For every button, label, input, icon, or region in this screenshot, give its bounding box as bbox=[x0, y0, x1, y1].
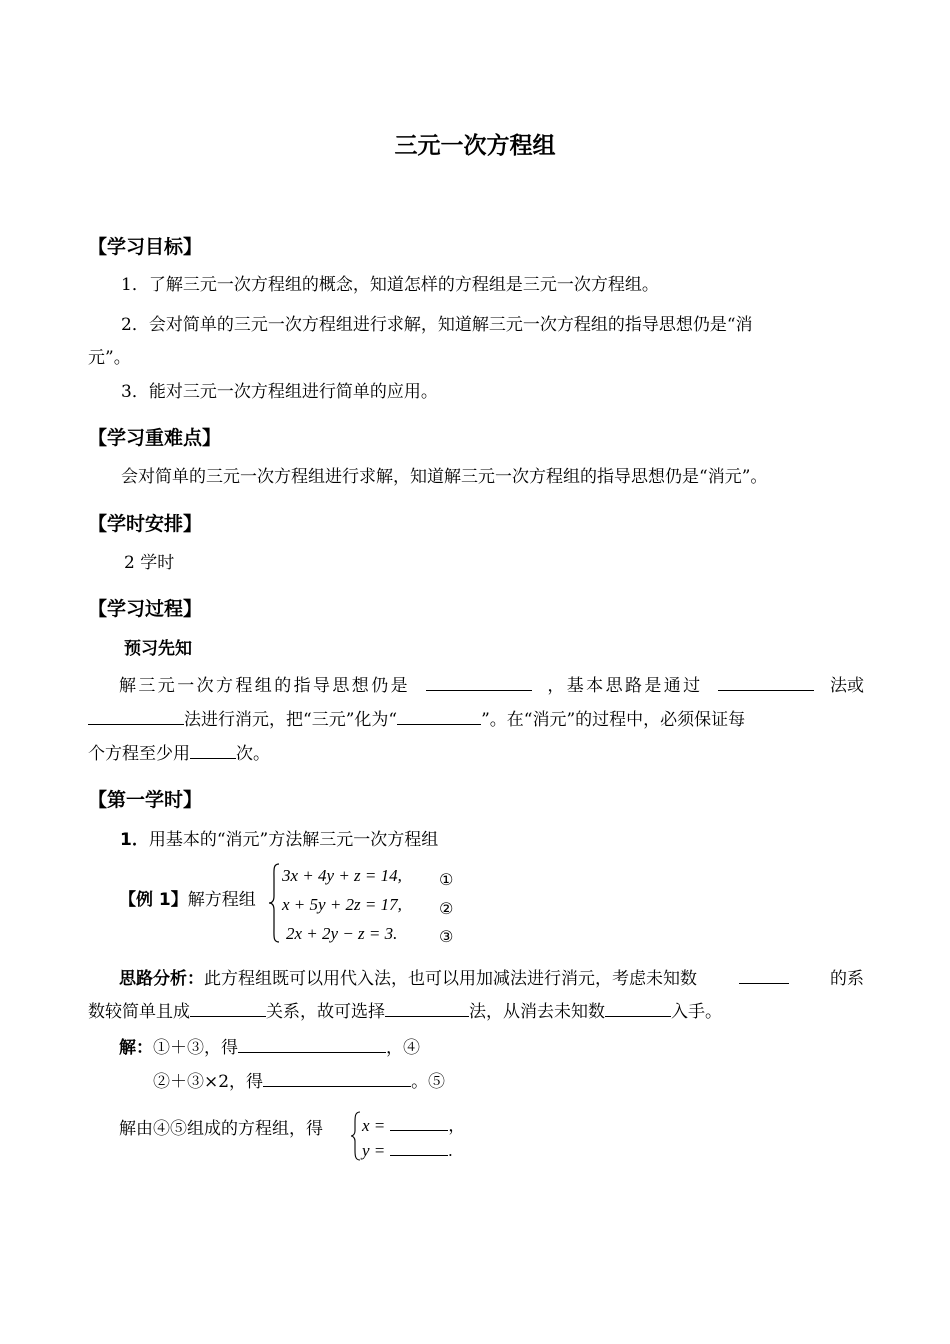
blank-equation-4[interactable] bbox=[238, 1035, 386, 1053]
equation-marker-1: ① bbox=[439, 870, 454, 889]
solution-text: 。⑤ bbox=[411, 1072, 446, 1092]
goal-item-2-cont: 元”。 bbox=[88, 348, 131, 368]
example-label: 【例 1】 bbox=[119, 890, 188, 910]
result-x-label: x = bbox=[362, 1116, 386, 1135]
blank-relation[interactable] bbox=[190, 999, 266, 1017]
process-heading: 【学习过程】 bbox=[88, 598, 203, 620]
analysis-text: 的系 bbox=[830, 969, 864, 989]
goal-item-2: 2．会对简单的三元一次方程组进行求解，知道解三元一次方程组的指导思想仍是“消 bbox=[121, 315, 753, 335]
lesson1-heading: 【第一学时】 bbox=[88, 789, 203, 811]
solution-text: ，④ bbox=[386, 1038, 420, 1058]
result-y bbox=[362, 1138, 453, 1161]
equation-marker-3: ③ bbox=[439, 927, 454, 946]
solution-line-2 bbox=[153, 1069, 445, 1094]
solution-text: ②＋③×2，得 bbox=[153, 1072, 264, 1092]
schedule-text: 2 学时 bbox=[124, 553, 175, 573]
preview-text: ，基本思路是通过 bbox=[547, 676, 703, 696]
blank-unknown[interactable] bbox=[739, 966, 789, 984]
blank-guiding-idea[interactable] bbox=[426, 673, 532, 691]
equation-3: 2x + 2y − z = 3. bbox=[286, 924, 398, 943]
blank-method[interactable] bbox=[385, 999, 469, 1017]
analysis-text: 此方程组既可以用代入法，也可以用加减法进行消元，考虑未知数 bbox=[204, 969, 697, 989]
preview-text: 解三元一次方程组的指导思想仍是 bbox=[119, 676, 410, 696]
solution-line-1 bbox=[119, 1035, 420, 1060]
analysis-text: 入手。 bbox=[671, 1002, 722, 1022]
example-text: 解方程组 bbox=[187, 890, 256, 910]
result-y-end: . bbox=[448, 1141, 453, 1160]
point-text: 用基本的“消元”方法解三元一次方程组 bbox=[148, 830, 439, 850]
goals-heading: 【学习目标】 bbox=[88, 236, 203, 258]
blank-x-value[interactable] bbox=[390, 1113, 448, 1131]
page-title: 三元一次方程组 bbox=[394, 133, 556, 159]
equation-2: x + 5y + 2z = 17, bbox=[282, 895, 402, 914]
preview-line-1 bbox=[119, 673, 864, 698]
preview-text: 个方程至少用 bbox=[88, 744, 190, 764]
analysis-text: 关系，故可选择 bbox=[266, 1002, 385, 1022]
schedule-heading: 【学时安排】 bbox=[88, 513, 203, 535]
blank-reduce-to[interactable] bbox=[397, 707, 481, 725]
analysis-text: 数较简单且成 bbox=[88, 1002, 190, 1022]
preview-title: 预习先知 bbox=[124, 639, 192, 659]
preview-text: 法或 bbox=[829, 676, 864, 696]
blank-y-value[interactable] bbox=[390, 1138, 448, 1156]
goal-item-1: 1．了解三元一次方程组的概念，知道怎样的方程组是三元一次方程组。 bbox=[121, 275, 659, 295]
blank-times[interactable] bbox=[190, 741, 236, 759]
goal-item-3: 3．能对三元一次方程组进行简单的应用。 bbox=[121, 382, 438, 402]
blank-equation-5[interactable] bbox=[263, 1069, 411, 1087]
preview-text: ”。在“消元”的过程中，必须保证每 bbox=[481, 710, 746, 730]
solution-text: ①＋③，得 bbox=[153, 1038, 238, 1058]
blank-method-1[interactable] bbox=[718, 673, 814, 691]
analysis-label: 思路分析： bbox=[119, 969, 204, 989]
analysis-line-1 bbox=[119, 966, 864, 991]
result-x-end: ， bbox=[448, 1116, 466, 1135]
result-brace bbox=[350, 1110, 362, 1162]
result-x bbox=[362, 1111, 465, 1136]
analysis-line-2 bbox=[88, 999, 722, 1024]
blank-eliminate[interactable] bbox=[605, 999, 671, 1017]
result-y-label: y = bbox=[362, 1141, 386, 1160]
equation-brace bbox=[268, 862, 282, 944]
example-1-label bbox=[119, 888, 256, 912]
blank-method-2[interactable] bbox=[88, 707, 184, 725]
key-points-heading: 【学习重难点】 bbox=[88, 427, 222, 449]
point-number: 1． bbox=[120, 830, 149, 850]
lesson1-point bbox=[120, 828, 438, 852]
preview-line-2 bbox=[88, 707, 745, 732]
equation-marker-2: ② bbox=[439, 899, 454, 918]
solution-line-3: 解由④⑤组成的方程组，得 bbox=[119, 1119, 323, 1139]
solution-label: 解： bbox=[119, 1038, 153, 1058]
preview-text: 法进行消元，把“三元”化为“ bbox=[184, 710, 398, 730]
preview-text: 次。 bbox=[236, 744, 270, 764]
equation-1: 3x + 4y + z = 14, bbox=[282, 866, 402, 885]
key-points-text: 会对简单的三元一次方程组进行求解，知道解三元一次方程组的指导思想仍是“消元”。 bbox=[121, 467, 768, 487]
preview-line-3 bbox=[88, 741, 270, 766]
analysis-text: 法，从消去未知数 bbox=[469, 1002, 605, 1022]
